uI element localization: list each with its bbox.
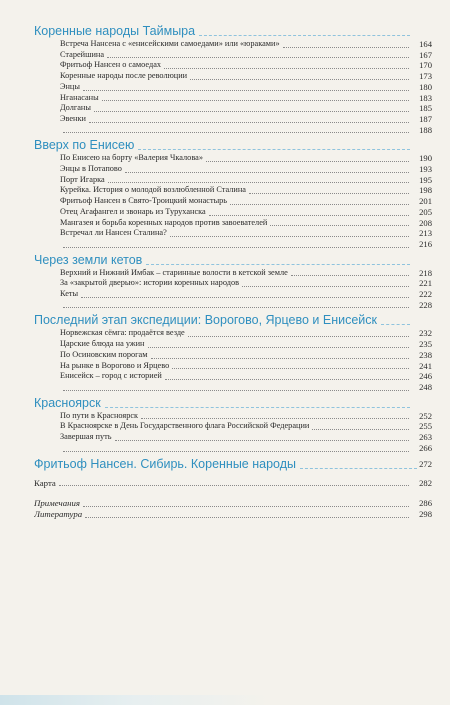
dot-leader bbox=[291, 275, 409, 276]
entry-page: 195 bbox=[419, 174, 432, 185]
entry-page: 286 bbox=[419, 498, 432, 509]
table-of-contents bbox=[34, 22, 432, 520]
toc-entry[interactable] bbox=[34, 50, 432, 61]
toc-entry[interactable] bbox=[34, 82, 432, 93]
dot-leader bbox=[108, 182, 409, 183]
dot-leader bbox=[165, 379, 409, 380]
toc-entry[interactable] bbox=[34, 93, 432, 104]
entry-page: 205 bbox=[419, 206, 432, 217]
entry-page: 282 bbox=[419, 477, 432, 488]
entry-page: 298 bbox=[419, 508, 432, 519]
toc-entry[interactable] bbox=[34, 153, 432, 164]
toc-entry[interactable] bbox=[34, 339, 432, 350]
entry-page: 208 bbox=[419, 217, 432, 228]
entry-label: Эвенки bbox=[60, 113, 86, 123]
entry-label: Коренные народы после революции bbox=[60, 71, 188, 81]
toc-section bbox=[34, 138, 432, 249]
title-leader bbox=[146, 263, 410, 265]
entry-label: Долганы bbox=[60, 103, 91, 113]
entry-label: Примечания bbox=[34, 498, 80, 509]
dot-leader bbox=[63, 247, 409, 248]
dot-leader bbox=[125, 172, 409, 173]
entry-page: 252 bbox=[419, 410, 432, 421]
dot-leader bbox=[148, 347, 410, 348]
dot-leader bbox=[151, 358, 410, 359]
toc-entry[interactable] bbox=[34, 39, 432, 50]
toc-entry-literature[interactable] bbox=[34, 509, 432, 520]
entry-label: По пути в Красноярск bbox=[60, 410, 139, 420]
entry-page: 183 bbox=[419, 92, 432, 103]
dot-leader bbox=[270, 225, 409, 226]
toc-section bbox=[34, 457, 432, 472]
dot-leader bbox=[141, 418, 409, 419]
section-title[interactable] bbox=[34, 396, 432, 411]
entry-page: 222 bbox=[419, 289, 432, 300]
dot-leader bbox=[83, 90, 409, 91]
title-leader bbox=[105, 406, 410, 408]
toc-entry[interactable] bbox=[34, 103, 432, 114]
toc-entry[interactable] bbox=[34, 328, 432, 339]
toc-entry[interactable] bbox=[34, 114, 432, 125]
toc-entry[interactable] bbox=[34, 300, 432, 311]
entry-page: 241 bbox=[419, 360, 432, 371]
entry-label: Литература bbox=[34, 508, 83, 519]
title-leader bbox=[199, 34, 410, 36]
section-title-text: Последний этап экспедиции: Ворогово, Ярцево и Енисейск bbox=[34, 313, 377, 328]
entry-label: Царские блюда на ужин bbox=[60, 339, 145, 349]
entry-page: 187 bbox=[419, 113, 432, 124]
section-title[interactable] bbox=[34, 24, 432, 39]
entry-page: 238 bbox=[419, 349, 432, 360]
entry-label: Кеты bbox=[60, 289, 79, 299]
toc-entry[interactable] bbox=[34, 71, 432, 82]
toc-entry[interactable] bbox=[34, 175, 432, 186]
dot-leader bbox=[59, 485, 409, 486]
entry-page: 228 bbox=[419, 299, 432, 310]
dot-leader bbox=[83, 506, 409, 507]
entry-page: 246 bbox=[419, 371, 432, 382]
title-leader bbox=[138, 148, 410, 150]
toc-entry[interactable] bbox=[34, 350, 432, 361]
title-leader bbox=[381, 323, 410, 325]
title-leader bbox=[300, 467, 417, 469]
entry-page: 201 bbox=[419, 196, 432, 207]
dot-leader bbox=[63, 390, 409, 391]
toc-entry[interactable] bbox=[34, 196, 432, 207]
toc-entry[interactable] bbox=[34, 239, 432, 250]
entry-page: 180 bbox=[419, 81, 432, 92]
entry-page: 198 bbox=[419, 185, 432, 196]
dot-leader bbox=[102, 100, 409, 101]
toc-entry[interactable] bbox=[34, 289, 432, 300]
entry-page: 167 bbox=[419, 49, 432, 60]
entry-label: В Красноярске в День Государственного флага Российской Федерации bbox=[60, 421, 310, 431]
section-title-text: Красноярск bbox=[34, 395, 101, 410]
toc-entry[interactable] bbox=[34, 278, 432, 289]
entry-page: 235 bbox=[419, 339, 432, 350]
dot-leader bbox=[283, 47, 409, 48]
entry-label: По Енисею на борту «Валерия Чкалова» bbox=[60, 153, 203, 163]
entry-page: 218 bbox=[419, 267, 432, 278]
entry-label: Курейка. История о молодой возлюбленной Сталина bbox=[60, 185, 246, 195]
toc-entry-map[interactable] bbox=[34, 478, 432, 489]
entry-label: Фритьоф Нансен о самоедах bbox=[60, 60, 162, 70]
toc-section bbox=[34, 396, 432, 454]
entry-label: Старейшина bbox=[60, 49, 105, 59]
toc-entry[interactable] bbox=[34, 60, 432, 71]
dot-leader bbox=[206, 161, 409, 162]
entry-page: 164 bbox=[419, 39, 432, 49]
entry-page: 190 bbox=[419, 153, 432, 164]
section-page: 272 bbox=[419, 458, 432, 469]
toc-entry[interactable] bbox=[34, 371, 432, 382]
entry-label: Встречал ли Нансен Сталина? bbox=[60, 228, 167, 238]
toc-entry[interactable] bbox=[34, 432, 432, 443]
toc-section bbox=[34, 253, 432, 311]
entry-label: На рынке в Ворогово и Ярцево bbox=[60, 360, 170, 370]
section-title-text: Фритьоф Нансен. Сибирь. Коренные народы bbox=[34, 456, 296, 471]
dot-leader bbox=[242, 286, 409, 287]
toc-entry[interactable] bbox=[34, 268, 432, 279]
entry-label: Норвежская сёмга: продаётся везде bbox=[60, 328, 185, 338]
entry-page: 255 bbox=[419, 421, 432, 432]
toc-entry[interactable] bbox=[34, 185, 432, 196]
dot-leader bbox=[107, 57, 409, 58]
entry-label: За «закрытой дверью»: истории коренных народов bbox=[60, 278, 240, 288]
entry-label: Завершая путь bbox=[60, 432, 112, 442]
dot-leader bbox=[81, 297, 409, 298]
section-title[interactable] bbox=[34, 313, 432, 328]
entry-label: Верхний и Нижний Имбак – старинные волости в кетской земле bbox=[60, 267, 288, 277]
entry-label: Отец Агафангел и звонарь из Туруханска bbox=[60, 206, 206, 216]
entry-page: 173 bbox=[419, 71, 432, 82]
entry-page: 170 bbox=[419, 60, 432, 71]
toc-entry[interactable] bbox=[34, 443, 432, 454]
entry-page: 193 bbox=[419, 164, 432, 175]
entry-label: Карта bbox=[34, 477, 56, 488]
dot-leader bbox=[172, 368, 409, 369]
entry-label: Встреча Нансена с «енисейскими самоедами» или «юраками» bbox=[60, 39, 280, 48]
entry-page: 263 bbox=[419, 432, 432, 443]
dot-leader bbox=[164, 68, 409, 69]
dot-leader bbox=[190, 79, 409, 80]
dot-leader bbox=[63, 132, 409, 133]
entry-page: 185 bbox=[419, 103, 432, 114]
toc-entry[interactable] bbox=[34, 125, 432, 136]
toc-section bbox=[34, 24, 432, 135]
section-title-text: Через земли кетов bbox=[34, 252, 143, 267]
entry-label: Нганасаны bbox=[60, 92, 99, 102]
dot-leader bbox=[63, 451, 409, 452]
entry-label: Энцы bbox=[60, 81, 80, 91]
dot-leader bbox=[170, 236, 409, 237]
entry-page: 213 bbox=[419, 228, 432, 239]
entry-page: 266 bbox=[419, 442, 432, 453]
entry-label: Фритьоф Нансен в Свято-Троицкий монастырь bbox=[60, 196, 228, 206]
entry-page: 221 bbox=[419, 278, 432, 289]
entry-label: Энцы в Потапово bbox=[60, 164, 122, 174]
dot-leader bbox=[312, 429, 409, 430]
dot-leader bbox=[209, 215, 409, 216]
toc-entry[interactable] bbox=[34, 411, 432, 422]
entry-label: Порт Игарка bbox=[60, 174, 105, 184]
entry-label: Енисейск – город с историей bbox=[60, 371, 162, 381]
entry-page: 248 bbox=[419, 381, 432, 392]
dot-leader bbox=[115, 440, 410, 441]
section-title-text: Коренные народы Таймыра bbox=[34, 24, 196, 38]
toc-entry[interactable] bbox=[34, 361, 432, 372]
toc-entry[interactable] bbox=[34, 164, 432, 175]
dot-leader bbox=[89, 122, 409, 123]
dot-leader bbox=[63, 307, 409, 308]
section-title[interactable] bbox=[34, 253, 432, 268]
toc-entry[interactable] bbox=[34, 421, 432, 432]
dot-leader bbox=[249, 193, 409, 194]
dot-leader bbox=[94, 111, 409, 112]
entry-page: 188 bbox=[419, 124, 432, 135]
section-title-text: Вверх по Енисею bbox=[34, 138, 135, 153]
toc-entry[interactable] bbox=[34, 218, 432, 229]
section-title[interactable] bbox=[34, 457, 432, 472]
section-title[interactable] bbox=[34, 138, 432, 153]
entry-page: 232 bbox=[419, 328, 432, 339]
toc-section bbox=[34, 313, 432, 392]
toc-entry[interactable] bbox=[34, 228, 432, 239]
toc-entry-notes[interactable] bbox=[34, 498, 432, 509]
dot-leader bbox=[85, 517, 409, 518]
toc-entry[interactable] bbox=[34, 207, 432, 218]
toc-entry[interactable] bbox=[34, 382, 432, 393]
page-bottom-edge bbox=[0, 695, 450, 705]
dot-leader bbox=[188, 336, 409, 337]
entry-page: 216 bbox=[419, 238, 432, 249]
entry-label: Мангазея и борьба коренных народов против завоевателей bbox=[60, 217, 268, 227]
entry-label: По Осиновским порогам bbox=[60, 349, 148, 359]
dot-leader bbox=[230, 204, 409, 205]
